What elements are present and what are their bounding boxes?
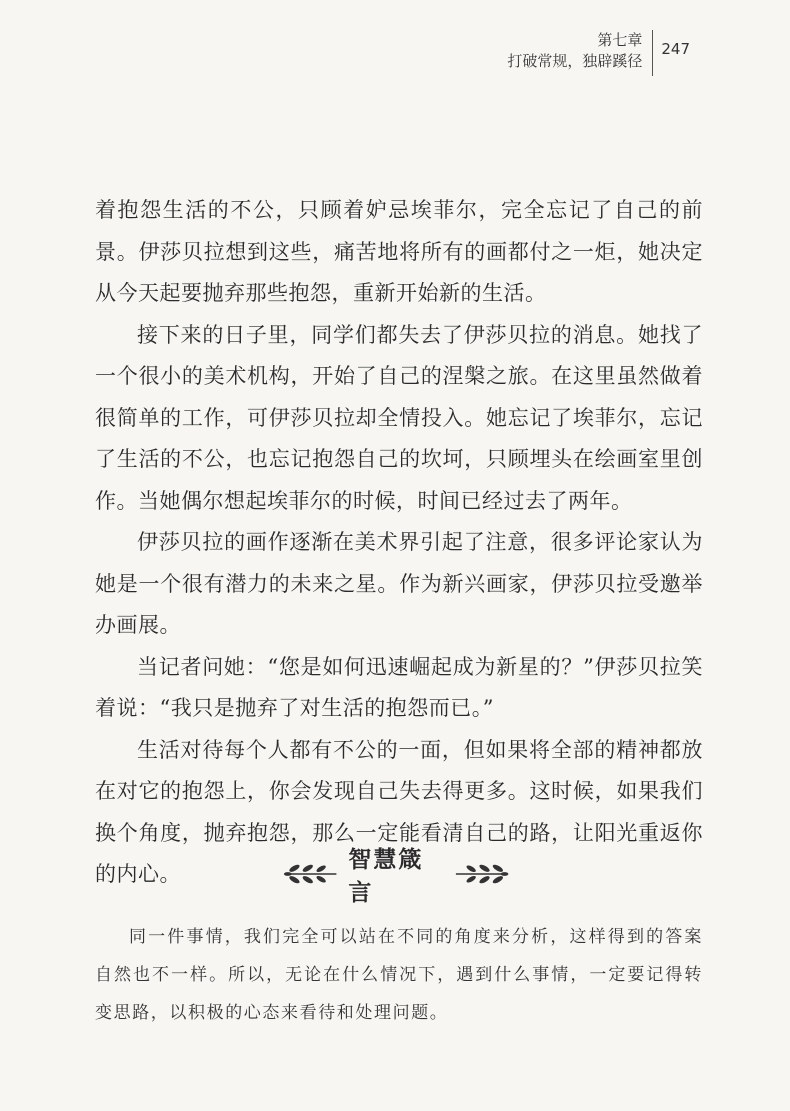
page-number: 247 [661, 40, 690, 58]
paragraph: 接下来的日子里，同学们都失去了伊莎贝拉的消息。她找了一个很小的美术机构，开始了自己的涅槃之旅。在这里虽然做着很简单的工作，可伊莎贝拉却全情投入。她忘记了埃菲尔，忘记了生活的不公，也忘记抱怨自己的坎坷，只顾埋头在绘画室里创作。当她偶尔想起埃菲尔的时候，时间已经过去了两年。 [95, 322, 703, 513]
chapter-title: 打破常规，独辟蹊径 [507, 52, 643, 70]
section-title: 智慧箴言 [348, 847, 424, 906]
running-head [507, 30, 642, 72]
paragraph: 着抱怨生活的不公，只顾着妒忌埃菲尔，完全忘记了自己的前景。伊莎贝拉想到这些，痛苦地将所有的画都付之一炬，她决定从今天起要抛弃那些抱怨，重新开始新的生活。 [95, 198, 703, 305]
paragraph: 生活对待每个人都有不公的一面，但如果将全部的精神都放在对它的抱怨上，你会发现自己失去得更多。这时候，如果我们换个角度，抛弃抱怨，那么一定能看清自己的路，让阳光重返你的内心。 [95, 737, 703, 886]
laurel-branch-left-icon [283, 861, 338, 887]
header-divider [652, 30, 653, 76]
section-heading [283, 847, 509, 906]
wisdom-quote [95, 918, 703, 1032]
laurel-branch-right-icon [454, 861, 509, 887]
page-header [507, 30, 690, 76]
quote-text: 同一件事情，我们完全可以站在不同的角度来分析，这样得到的答案自然也不一样。所以，无论在什么情况下，遇到什么事情，一定要记得转变思路，以积极的心态来看待和处理问题。 [95, 927, 703, 1023]
paragraph: 伊莎贝拉的画作逐渐在美术界引起了注意，很多评论家认为她是一个很有潜力的未来之星。作为新兴画家，伊莎贝拉受邀举办画展。 [95, 530, 703, 637]
paragraph: 当记者问她：“您是如何迅速崛起成为新星的？”伊莎贝拉笑着说：“我只是抛弃了对生活的抱怨而已。” [95, 654, 703, 720]
body-text [95, 190, 703, 896]
chapter-number: 第七章 [597, 31, 643, 49]
